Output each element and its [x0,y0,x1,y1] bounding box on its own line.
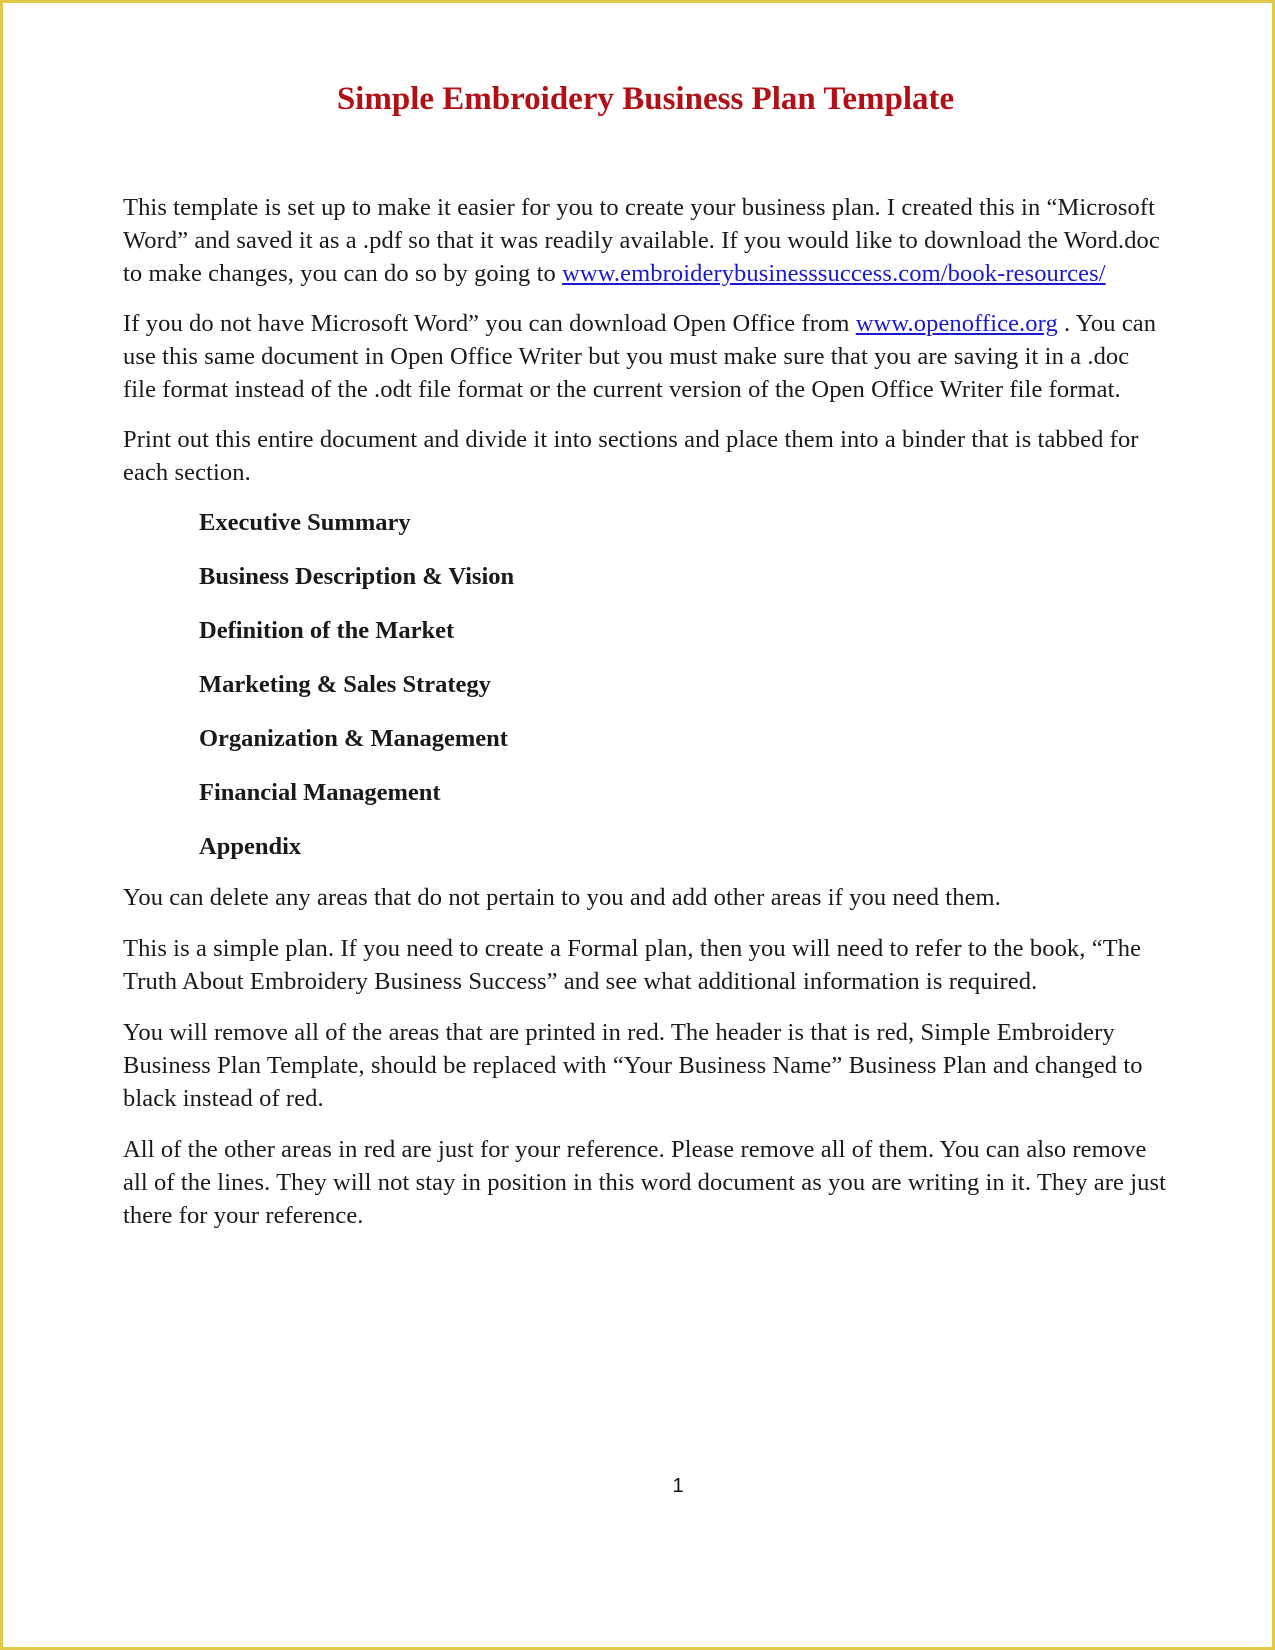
section-executive-summary: Executive Summary [199,509,411,536]
section-business-description: Business Description & Vision [199,563,515,590]
red-areas-paragraph: You will remove all of the areas that are printed in red. The header is that is red, Simple Embroidery Business Plan Template, should be replaced with “Your Business Name” Business Plan and changed to black instead of red. [123,1019,1143,1112]
open-office-paragraph [123,307,1168,406]
section-financial-management: Financial Management [199,779,441,806]
section-definition-of-market: Definition of the Market [199,617,455,644]
open-office-text-before: If you do not have Microsoft Word” you can download Open Office from [123,310,850,337]
reference-paragraph: All of the other areas in red are just for your reference. Please remove all of them. You can also remove all of the lines. They will not stay in position in this word document as you are writing in it. They are just there for your reference. [123,1136,1167,1229]
print-instructions-paragraph: Print out this entire document and divide it into sections and place them into a binder that is tabbed for each section. [123,426,1139,486]
document-body [123,79,1168,1232]
delete-note-paragraph: You can delete any areas that do not pertain to you and add other areas if you need them. [123,884,1001,911]
intro-text: This template is set up to make it easier for you to create your business plan. I created this in “Microsoft Word” and saved it as a .pdf so that it was readily available. If you would like to download the Word.doc to make changes, you can do so by going to [123,194,1160,287]
section-appendix: Appendix [199,833,302,860]
section-marketing-sales: Marketing & Sales Strategy [199,671,491,698]
page-number: 1 [672,1475,684,1497]
formal-plan-paragraph: This is a simple plan. If you need to create a Formal plan, then you will need to refer to the book, “The Truth About Embroidery Business Success” and see what additional information is required. [123,935,1142,995]
book-resources-link[interactable]: www.embroiderybusinesssuccess.com/book-resources/ [562,260,1106,287]
intro-paragraph [123,191,1168,290]
openoffice-link[interactable]: www.openoffice.org [855,310,1058,337]
open-office-text-after: . You can use this same document in Open Office Writer but you must make sure that you are saving it in a .doc file format instead of the .odt file format or the current version of the Open Office Writer file format. [123,310,1157,403]
section-list [123,506,1168,863]
document-title: Simple Embroidery Business Plan Template [336,81,955,117]
section-organization-management: Organization & Management [199,725,508,752]
